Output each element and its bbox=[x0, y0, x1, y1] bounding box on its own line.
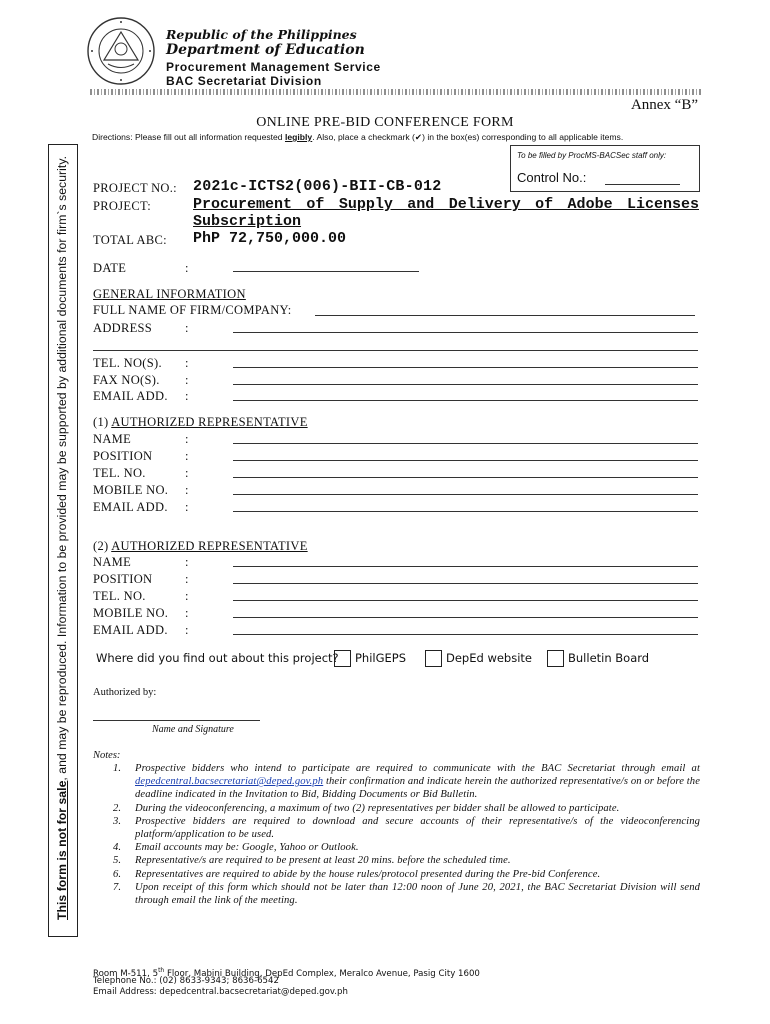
rep1-name-field[interactable] bbox=[233, 443, 698, 444]
colon: : bbox=[185, 500, 189, 514]
note-number: 6. bbox=[113, 868, 122, 880]
bulletin-board-label: Bulletin Board bbox=[568, 651, 650, 665]
directions-post: . Also, place a checkmark (✔) in the box(es) corresponding to all applicable items. bbox=[312, 132, 624, 142]
rep2-name-field[interactable] bbox=[233, 566, 698, 567]
note-text: During the videoconferencing, a maximum of two (2) representatives per bidder shall be allowed to participate. bbox=[135, 802, 620, 814]
project-title: Procurement of Supply and Delivery of Adobe Licenses Subscription bbox=[193, 196, 699, 230]
note-item bbox=[93, 868, 700, 881]
rep2-heading bbox=[93, 539, 308, 554]
rep1-heading bbox=[93, 415, 308, 430]
side-note-underlined: This form is not for sale bbox=[55, 780, 69, 920]
general-info-heading bbox=[93, 287, 246, 302]
control-note: To be filled by ProcMS-BACSec staff only: bbox=[517, 151, 667, 160]
colon: : bbox=[185, 261, 189, 275]
rep2-tel-label: TEL. NO. bbox=[93, 589, 146, 603]
general-info-heading-text: GENERAL INFORMATION bbox=[93, 287, 246, 301]
date-field[interactable] bbox=[233, 271, 419, 272]
note-number: 3. bbox=[113, 815, 122, 827]
directions bbox=[92, 132, 623, 143]
footer-email: Email Address: depedcentral.bacsecretariat@deped.gov.ph bbox=[93, 987, 348, 997]
rep2-email-label: EMAIL ADD. bbox=[93, 623, 168, 637]
rep2-position-field[interactable] bbox=[233, 583, 698, 584]
notes-list bbox=[93, 762, 700, 907]
project-no-label: PROJECT NO.: bbox=[93, 181, 177, 195]
firm-name-label: FULL NAME OF FIRM/COMPANY: bbox=[93, 303, 292, 317]
rep2-email-field[interactable] bbox=[233, 634, 698, 635]
control-box bbox=[510, 145, 700, 192]
total-abc-label: TOTAL ABC: bbox=[93, 233, 167, 247]
header-ornament-divider bbox=[90, 89, 702, 95]
note-number: 1. bbox=[113, 763, 122, 774]
colon: : bbox=[185, 572, 189, 586]
rep2-num: (2) bbox=[93, 539, 112, 553]
source-question: Where did you find out about this project? bbox=[96, 651, 339, 665]
footer-address-pre: Room M-511, 5 bbox=[93, 968, 159, 979]
address-label: ADDRESS bbox=[93, 321, 153, 335]
note-text-cont: their confirmation and indicate herein the authorized representative/s on or before the deadline indicated in the Invitation to Bid, Bidding Documents or Bid Bulletin. bbox=[135, 776, 700, 801]
tel-label: TEL. NO(S). bbox=[93, 356, 162, 370]
colon: : bbox=[185, 589, 189, 603]
directions-bold: legibly bbox=[284, 132, 313, 142]
note-item bbox=[93, 881, 700, 907]
note-text: Upon receipt of this form which should not be later than 12:00 noon of June 20, 2021, the BAC Secretariat Division will send through email the link of the meeting. bbox=[135, 881, 700, 907]
colon: : bbox=[185, 373, 189, 387]
rep2-mobile-field[interactable] bbox=[233, 617, 698, 618]
address-field[interactable] bbox=[233, 332, 698, 333]
rep1-heading-text: AUTHORIZED REPRESENTATIVE bbox=[111, 415, 308, 429]
bac-email-link[interactable]: depedcentral.bacsecretariat@deped.gov.ph bbox=[135, 776, 324, 788]
firm-name-field[interactable] bbox=[315, 315, 695, 316]
colon: : bbox=[185, 623, 189, 637]
signature-label: Name and Signature bbox=[152, 724, 234, 735]
signature-field[interactable] bbox=[93, 720, 260, 721]
note-number: 2. bbox=[113, 802, 122, 814]
rep1-name-label: NAME bbox=[93, 432, 132, 446]
rep2-tel-field[interactable] bbox=[233, 600, 698, 601]
note-number: 5. bbox=[113, 855, 122, 867]
rep1-num: (1) bbox=[93, 415, 112, 429]
fax-label: FAX NO(S). bbox=[93, 373, 160, 387]
note-text: Prospective bidders are required to download and secure accounts of their representative/s of the videoconferencing platform/application to be used. bbox=[135, 815, 700, 841]
colon: : bbox=[185, 389, 189, 403]
note-item bbox=[93, 762, 700, 802]
side-note-rest: , and may be reproduced. Information to be provided may be supported by additional documents for firm`s security. bbox=[55, 155, 69, 781]
header-department: Department of Education bbox=[166, 42, 365, 58]
colon: : bbox=[185, 466, 189, 480]
rep1-email-label: EMAIL ADD. bbox=[93, 500, 168, 514]
address-field-2[interactable] bbox=[93, 350, 698, 351]
tel-field[interactable] bbox=[233, 367, 698, 368]
note-item bbox=[93, 854, 700, 867]
bulletin-board-checkbox[interactable] bbox=[547, 650, 564, 667]
deped-seal-logo bbox=[86, 16, 156, 86]
rep2-name-label: NAME bbox=[93, 555, 132, 569]
rep1-mobile-field[interactable] bbox=[233, 494, 698, 495]
authorized-by-label: Authorized by: bbox=[93, 687, 157, 698]
note-item bbox=[93, 802, 700, 815]
rep1-mobile-label: MOBILE NO. bbox=[93, 483, 169, 497]
header-republic: Republic of the Philippines bbox=[166, 27, 357, 42]
rep2-position-label: POSITION bbox=[93, 572, 153, 586]
deped-website-checkbox[interactable] bbox=[425, 650, 442, 667]
total-abc-value: PhP 72,750,000.00 bbox=[193, 230, 347, 247]
fax-field[interactable] bbox=[233, 384, 698, 385]
rep2-heading-text: AUTHORIZED REPRESENTATIVE bbox=[111, 539, 308, 553]
philgeps-label: PhilGEPS bbox=[355, 651, 407, 665]
note-text: Representative/s are required to be present at least 20 mins. before the scheduled time. bbox=[135, 855, 511, 867]
note-text: Email accounts may be: Google, Yahoo or Outlook. bbox=[135, 842, 359, 854]
colon: : bbox=[185, 555, 189, 569]
annex-label: Annex “B” bbox=[630, 97, 698, 113]
note-text: Representatives are required to abide by the house rules/protocol presented during the Pre-bid Conference. bbox=[135, 868, 601, 880]
project-no-value: 2021c-ICTS2(006)-BII-CB-012 bbox=[193, 178, 442, 195]
directions-pre: Directions: Please fill out all information requested bbox=[92, 132, 285, 142]
rep1-position-field[interactable] bbox=[233, 460, 698, 461]
side-note bbox=[55, 155, 71, 920]
email-field[interactable] bbox=[233, 400, 698, 401]
form-title: ONLINE PRE-BID CONFERENCE FORM bbox=[256, 115, 514, 130]
footer-address-post: Floor, Mabini Building, DepEd Complex, Meralco Avenue, Pasig City 1600 bbox=[164, 968, 480, 979]
colon: : bbox=[185, 606, 189, 620]
colon: : bbox=[185, 321, 189, 335]
date-label: DATE bbox=[93, 261, 127, 275]
colon: : bbox=[185, 483, 189, 497]
philgeps-checkbox[interactable] bbox=[334, 650, 351, 667]
notes-heading: Notes: bbox=[93, 750, 121, 761]
rep1-email-field[interactable] bbox=[233, 511, 698, 512]
note-number: 4. bbox=[113, 842, 122, 854]
project-label: PROJECT: bbox=[93, 199, 152, 213]
rep2-mobile-label: MOBILE NO. bbox=[93, 606, 169, 620]
note-item bbox=[93, 841, 700, 854]
colon: : bbox=[185, 356, 189, 370]
control-no-label: Control No.: bbox=[517, 170, 587, 185]
rep1-tel-label: TEL. NO. bbox=[93, 466, 146, 480]
email-label: EMAIL ADD. bbox=[93, 389, 168, 403]
note-number: 7. bbox=[113, 881, 122, 893]
rep1-tel-field[interactable] bbox=[233, 477, 698, 478]
note-item bbox=[93, 815, 700, 841]
rep1-position-label: POSITION bbox=[93, 449, 153, 463]
header-service: Procurement Management Service bbox=[166, 60, 381, 74]
control-no-field[interactable] bbox=[605, 184, 680, 185]
note-text: Prospective bidders who intend to participate are required to communicate with the BAC Secretariat through email at bbox=[135, 763, 700, 774]
header-division: BAC Secretariat Division bbox=[166, 74, 322, 88]
colon: : bbox=[185, 432, 189, 446]
footer-telephone: Telephone No.: (02) 8633-9343; 8636-6542 bbox=[93, 976, 279, 986]
deped-website-label: DepEd website bbox=[446, 651, 533, 665]
colon: : bbox=[185, 449, 189, 463]
footer-address-sup: th bbox=[158, 967, 165, 974]
